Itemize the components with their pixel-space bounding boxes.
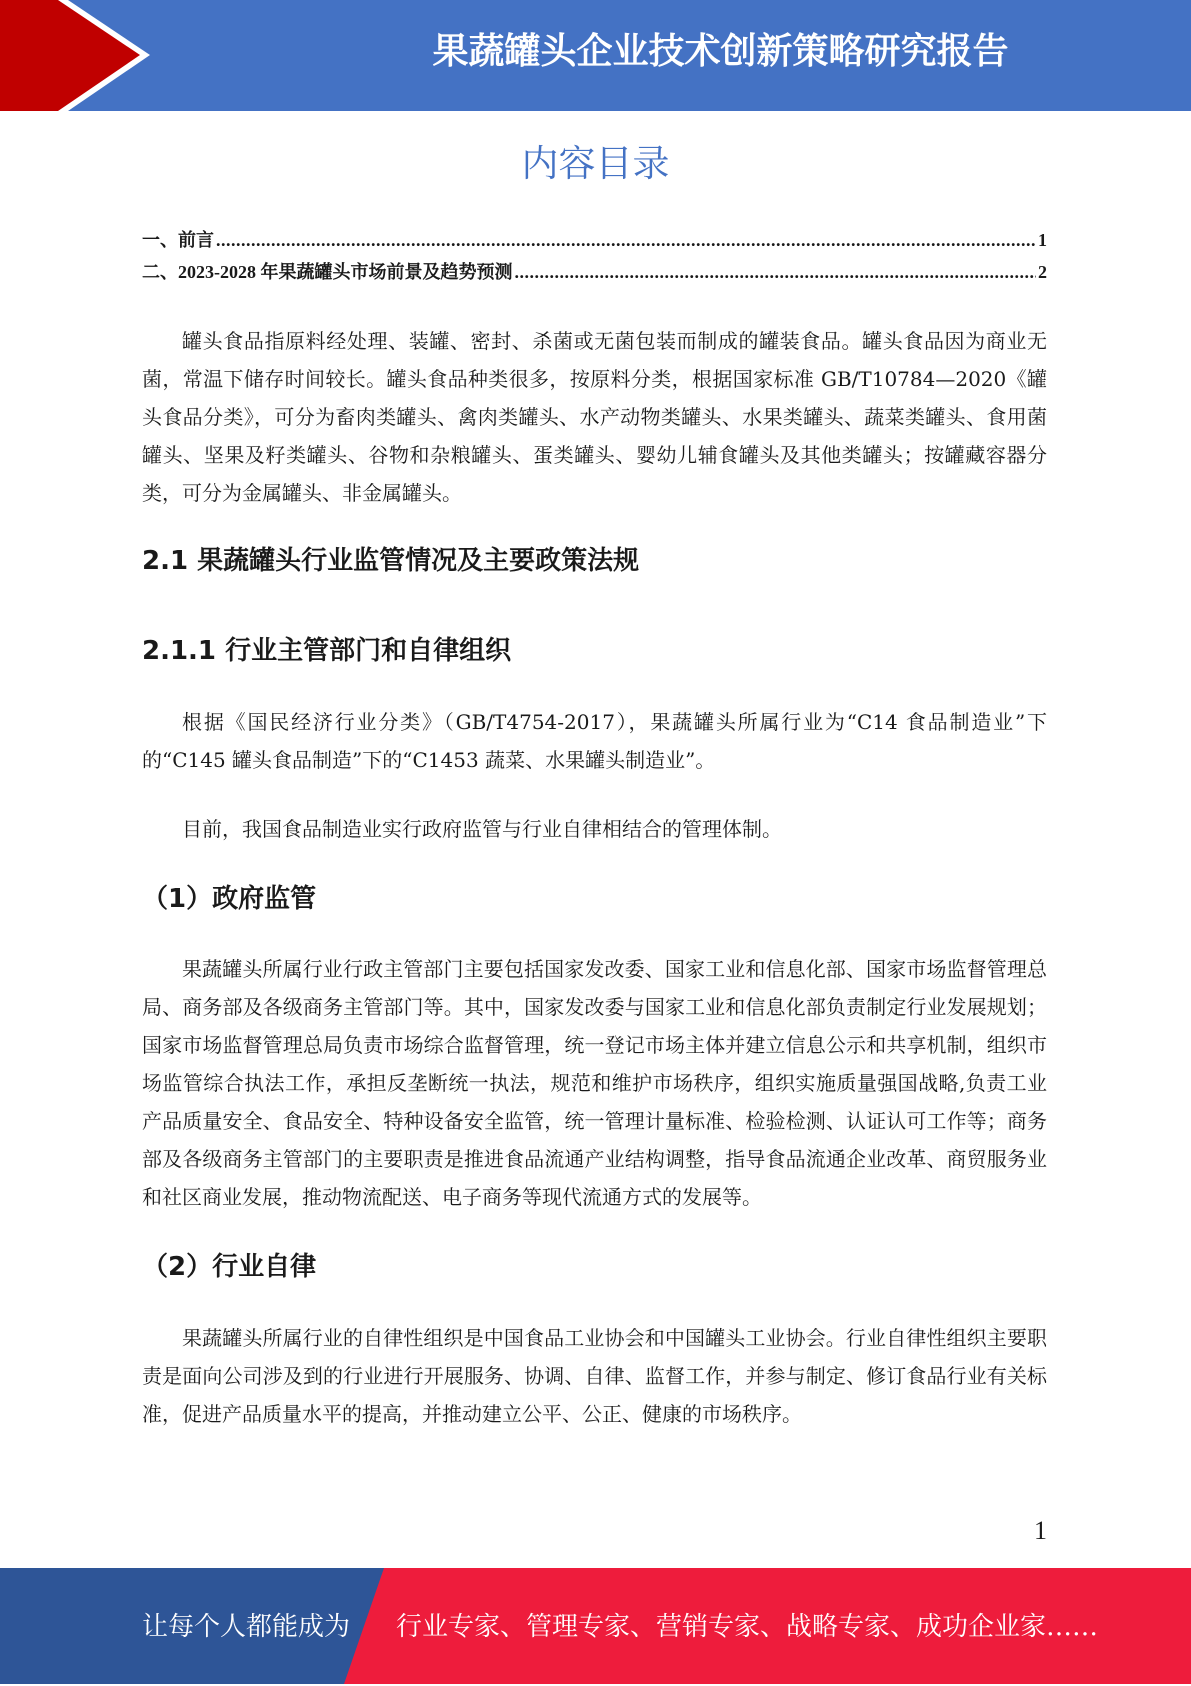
gov-paragraph-block <box>142 950 1047 1216</box>
toc-entry-page: 1 <box>1038 230 1047 250</box>
section-heading-2-1-1: 2.1.1 行业主管部门和自律组织 <box>142 636 512 666</box>
classification-paragraph-block <box>142 703 1047 779</box>
intro-paragraph-block <box>142 322 1047 512</box>
header-arrow-decoration <box>0 0 260 111</box>
page-number: 1 <box>1034 1516 1047 1545</box>
management-paragraph: 目前，我国食品制造业实行政府监管与行业自律相结合的管理体制。 <box>182 817 782 841</box>
footer-slogan-right: 行业专家、管理专家、营销专家、战略专家、成功企业家…… <box>396 1612 1099 1642</box>
toc-entry-market-forecast[interactable] <box>142 256 1047 288</box>
toc-entry-page: 2 <box>1038 262 1047 282</box>
self-paragraph-block <box>142 1319 1047 1433</box>
self-heading-block <box>142 1246 1047 1283</box>
document-title: 果蔬罐头企业技术创新策略研究报告 <box>432 31 1009 72</box>
section-heading-block <box>142 540 1047 577</box>
toc-leader-dots <box>515 256 1037 288</box>
self-regulation-paragraph: 果蔬罐头所属行业的自律性组织是中国食品工业协会和中国罐头工业协会。行业自律性组织主要职责是面向公司涉及到的行业进行开展服务、协调、自律、监督工作，并参与制定、修订食品行业有关标准，促进产品质量水平的提高，并推动建立公平、公正、健康的市场秩序。 <box>142 1326 1047 1426</box>
footer-banner <box>0 1568 1191 1684</box>
gov-regulation-paragraph: 果蔬罐头所属行业行政主管部门主要包括国家发改委、国家工业和信息化部、国家市场监督管理总局、商务部及各级商务主管部门等。其中，国家发改委与国家工业和信息化部负责制定行业发展规划；国家市场监督管理总局负责市场综合监督管理，统一登记市场主体并建立信息公示和共享机制，组织市场监管综合执法工作，承担反垄断统一执法，规范和维护市场秩序，组织实施质量强国战略,负责工业产品质量安全、食品安全、特种设备安全监管，统一管理计量标准、检验检测、认证认可工作等；商务部及各级商务主管部门的主要职责是推进食品流通产业结构调整，指导食品流通企业改革、商贸服务业和社区商业发展，推动物流配送、电子商务等现代流通方式的发展等。 <box>142 957 1047 1209</box>
subsection-heading-block <box>142 630 1047 667</box>
management-paragraph-block <box>142 810 1047 848</box>
toc-title: 内容目录 <box>521 142 670 185</box>
intro-paragraph: 罐头食品指原料经处理、装罐、密封、杀菌或无菌包装而制成的罐装食品。罐头食品因为商业无菌，常温下储存时间较长。罐头食品种类很多，按原料分类，根据国家标准 GB/T10784—2020《罐头食品分类》，可分为畜肉类罐头、禽肉类罐头、水产动物类罐头、水果类罐头、蔬菜类罐头、食用菌罐头、坚果及籽类罐头、谷物和杂粮罐头、蛋类罐头、婴幼儿辅食罐头及其他类罐头；按罐藏容器分类，可分为金属罐头、非金属罐头。 <box>142 329 1047 505</box>
table-of-contents <box>142 224 1047 288</box>
gov-heading-block <box>142 878 1047 915</box>
self-regulation-heading: （2）行业自律 <box>142 1252 317 1282</box>
toc-leader-dots <box>216 224 1036 256</box>
toc-entry-label: 一、前言 <box>142 230 214 250</box>
footer-slogan-left: 让每个人都能成为 <box>142 1612 351 1642</box>
toc-entry-preface[interactable] <box>142 224 1047 256</box>
toc-entry-label: 二、2023-2028 年果蔬罐头市场前景及趋势预测 <box>142 262 513 282</box>
header-banner <box>0 0 1191 111</box>
section-heading-2-1: 2.1 果蔬罐头行业监管情况及主要政策法规 <box>142 546 640 576</box>
gov-regulation-heading: （1）政府监管 <box>142 884 317 914</box>
classification-paragraph: 根据《国民经济行业分类》（GB/T4754-2017），果蔬罐头所属行业为“C14 食品制造业”下的“C145 罐头食品制造”下的“C1453 蔬菜、水果罐头制造业”。 <box>142 710 1047 772</box>
